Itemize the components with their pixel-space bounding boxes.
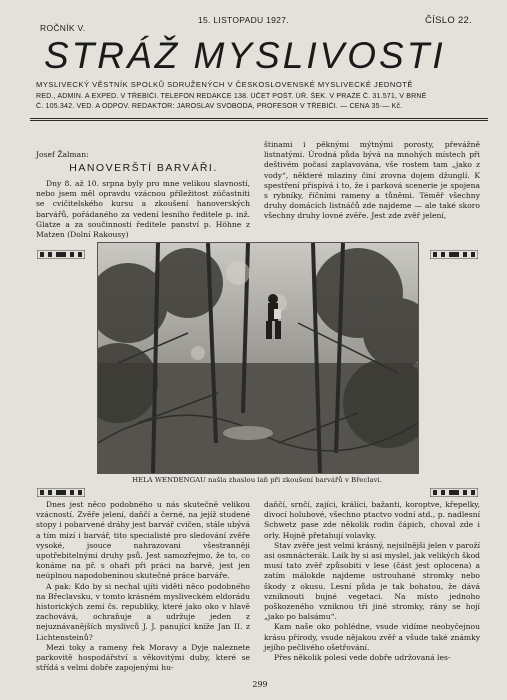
paragraph: štinami i pěknými mýtnými porosty, převážně listnatými. Úrodná půda bývá na mnohých místech při deštivém počasí zaplavována, vše rostem tam „jako z vody“, některé mlaziny činí zrovna dojem džunglí. K spestření přispívá i to, že i parková scenerie je spojena s rybníky, říčními rameny a tůněmi. Téměř všechny druhy domácích listnáčů zde najdeme — ale také skoro všechny druhy lovné zvěře. Jest zde zvěř jelení, — [264, 140, 480, 221]
masthead-info-line-1: RED., ADMIN. A EXPED. V TŘEBÍČI. TELEFON REDAKCE 138. ÚČET POŠT. ÚŘ. ŠEK. V PRAZE Č. 31.571, V BRNĚ — [36, 92, 427, 100]
ornament-left — [37, 250, 85, 259]
masthead-subtitle: MYSLIVECKÝ VĚSTNÍK SPOLKŮ SDRUŽENÝCH V ČESKOSLOVENSKÉ MYSLIVECKÉ JEDNOTĚ — [36, 80, 413, 89]
masthead-title: STRÁŽ MYSLIVOSTI — [44, 35, 446, 76]
article-author: Josef Žalman: — [36, 150, 89, 159]
masthead-info-line-2: Č. 105.342. VED. A ODPOV. REDAKTOR: JAROSLAV SVOBODA, PROFESOR V TŘEBÍČI. — CENA 35·— Kč. — [36, 102, 403, 110]
paragraph: Dnes jest něco podobného u nás skutečně velikou vzácností. Zvěře jelení, daňčí a černé, na jejíž studené stopy i pobarvené dráhy jest barvář cvičen, stále ubývá a tím mizí i barvář, tito specialisté pro sledování zvěře vysoké, jsouce nahrazovani všestranněji upotřebitelnými druhy psů. Jest samozřejmo, že to, co konáme na př. s ohaři při práci na barvě, jest jen neúplnou napodobeninou skutečné práce barváře. — [36, 500, 250, 581]
paragraph: A pak: Kdo by si nechal ujíti viděti něco podobného na Břeclavsku, v tomto krásném mysliveckém eldorádu historických zemí čs. republiky, které jako oko v hlavě zachovává, ochraňuje a udržuje jeden z nejuznávanějších myslivců J. J. panující kníže Jan II. z Lichtensteinů? — [36, 581, 250, 642]
paragraph: Dny 8. až 10. srpna byly pro mne velikou slavností, nebo jsem měl opravdu vzácnou příležitost zúčastniti se cvičitelského kursu a zkoušení hanoverských barvářů, pořádaného za vedení lesního ředitele p. inž. Glatze a za součinnosti ředitele panství p. Höhne z Matzen (Dolní Rakousy) — [36, 179, 250, 240]
masthead-rule-thin — [30, 120, 488, 121]
ornament-right — [430, 250, 478, 259]
paragraph: daňčí, srnčí, zajíci, králíci, bažanti, koroptve, křepelky, divocí holubové, všechno ptactvo vodní atd., p. nadlesní Schwetz pase zde několik rodin čápich, choval zde i orly. Hojně přetahují volavky. — [264, 500, 480, 540]
ornament-left-lower — [37, 488, 85, 497]
ornament-right-lower — [430, 488, 478, 497]
issue-number: ČÍSLO 22. — [425, 15, 473, 26]
paragraph: Přes několik polesí vede dobře udržovaná les- — [274, 653, 451, 663]
article-column-2-top — [264, 140, 480, 222]
photo-caption: HELA WENDENGAU našla zhaslou laň při zkoušení barvářů v Břeclavi. — [132, 476, 382, 484]
article-column-2-bottom — [264, 500, 480, 663]
forest-photo — [97, 242, 419, 474]
paragraph: Kam naše oko pohlédne, vsude vidíme neobyčejnou krásu přírody, vsude nějakou zvěř a všude také známky jejího pečlivého ošetřování. — [264, 622, 480, 652]
article-column-1-top — [36, 179, 250, 240]
volume-number: ROČNÍK V. — [40, 23, 86, 33]
paragraph: Mezi toky a rameny řek Moravy a Dyje naleznete parkovitě hospodářství s věkovitými duby, které se střídá s velmi dobře zapojenými hu- — [36, 642, 250, 673]
masthead-rule — [30, 118, 488, 119]
issue-date: 15. LISTOPADU 1927. — [198, 15, 289, 25]
paragraph: Stav zvěře jest velmi krásný, nejsilnějši jelen v paroží asi osmnácterák. Laik by si asi myslel, jak velikých škod musí tato zvěř způsobiti v lese (část jest oplocena) a zatím málokde najdeme ostrouhané stromky nebo škody z okusu. Lesní půda je tak bohatou, že dává vzniknouti bujné vegetaci. Na místo jednoho poškozeného vzniknou tři jiné stromky, rány se hojí „jako po balsámu“. — [264, 540, 480, 622]
page-number: 299 — [252, 680, 268, 689]
article-column-1-bottom — [36, 500, 250, 673]
article-heading: HANOVERŠTÍ BARVÁŘI. — [69, 162, 218, 174]
forest-photo-illustration — [98, 243, 418, 473]
